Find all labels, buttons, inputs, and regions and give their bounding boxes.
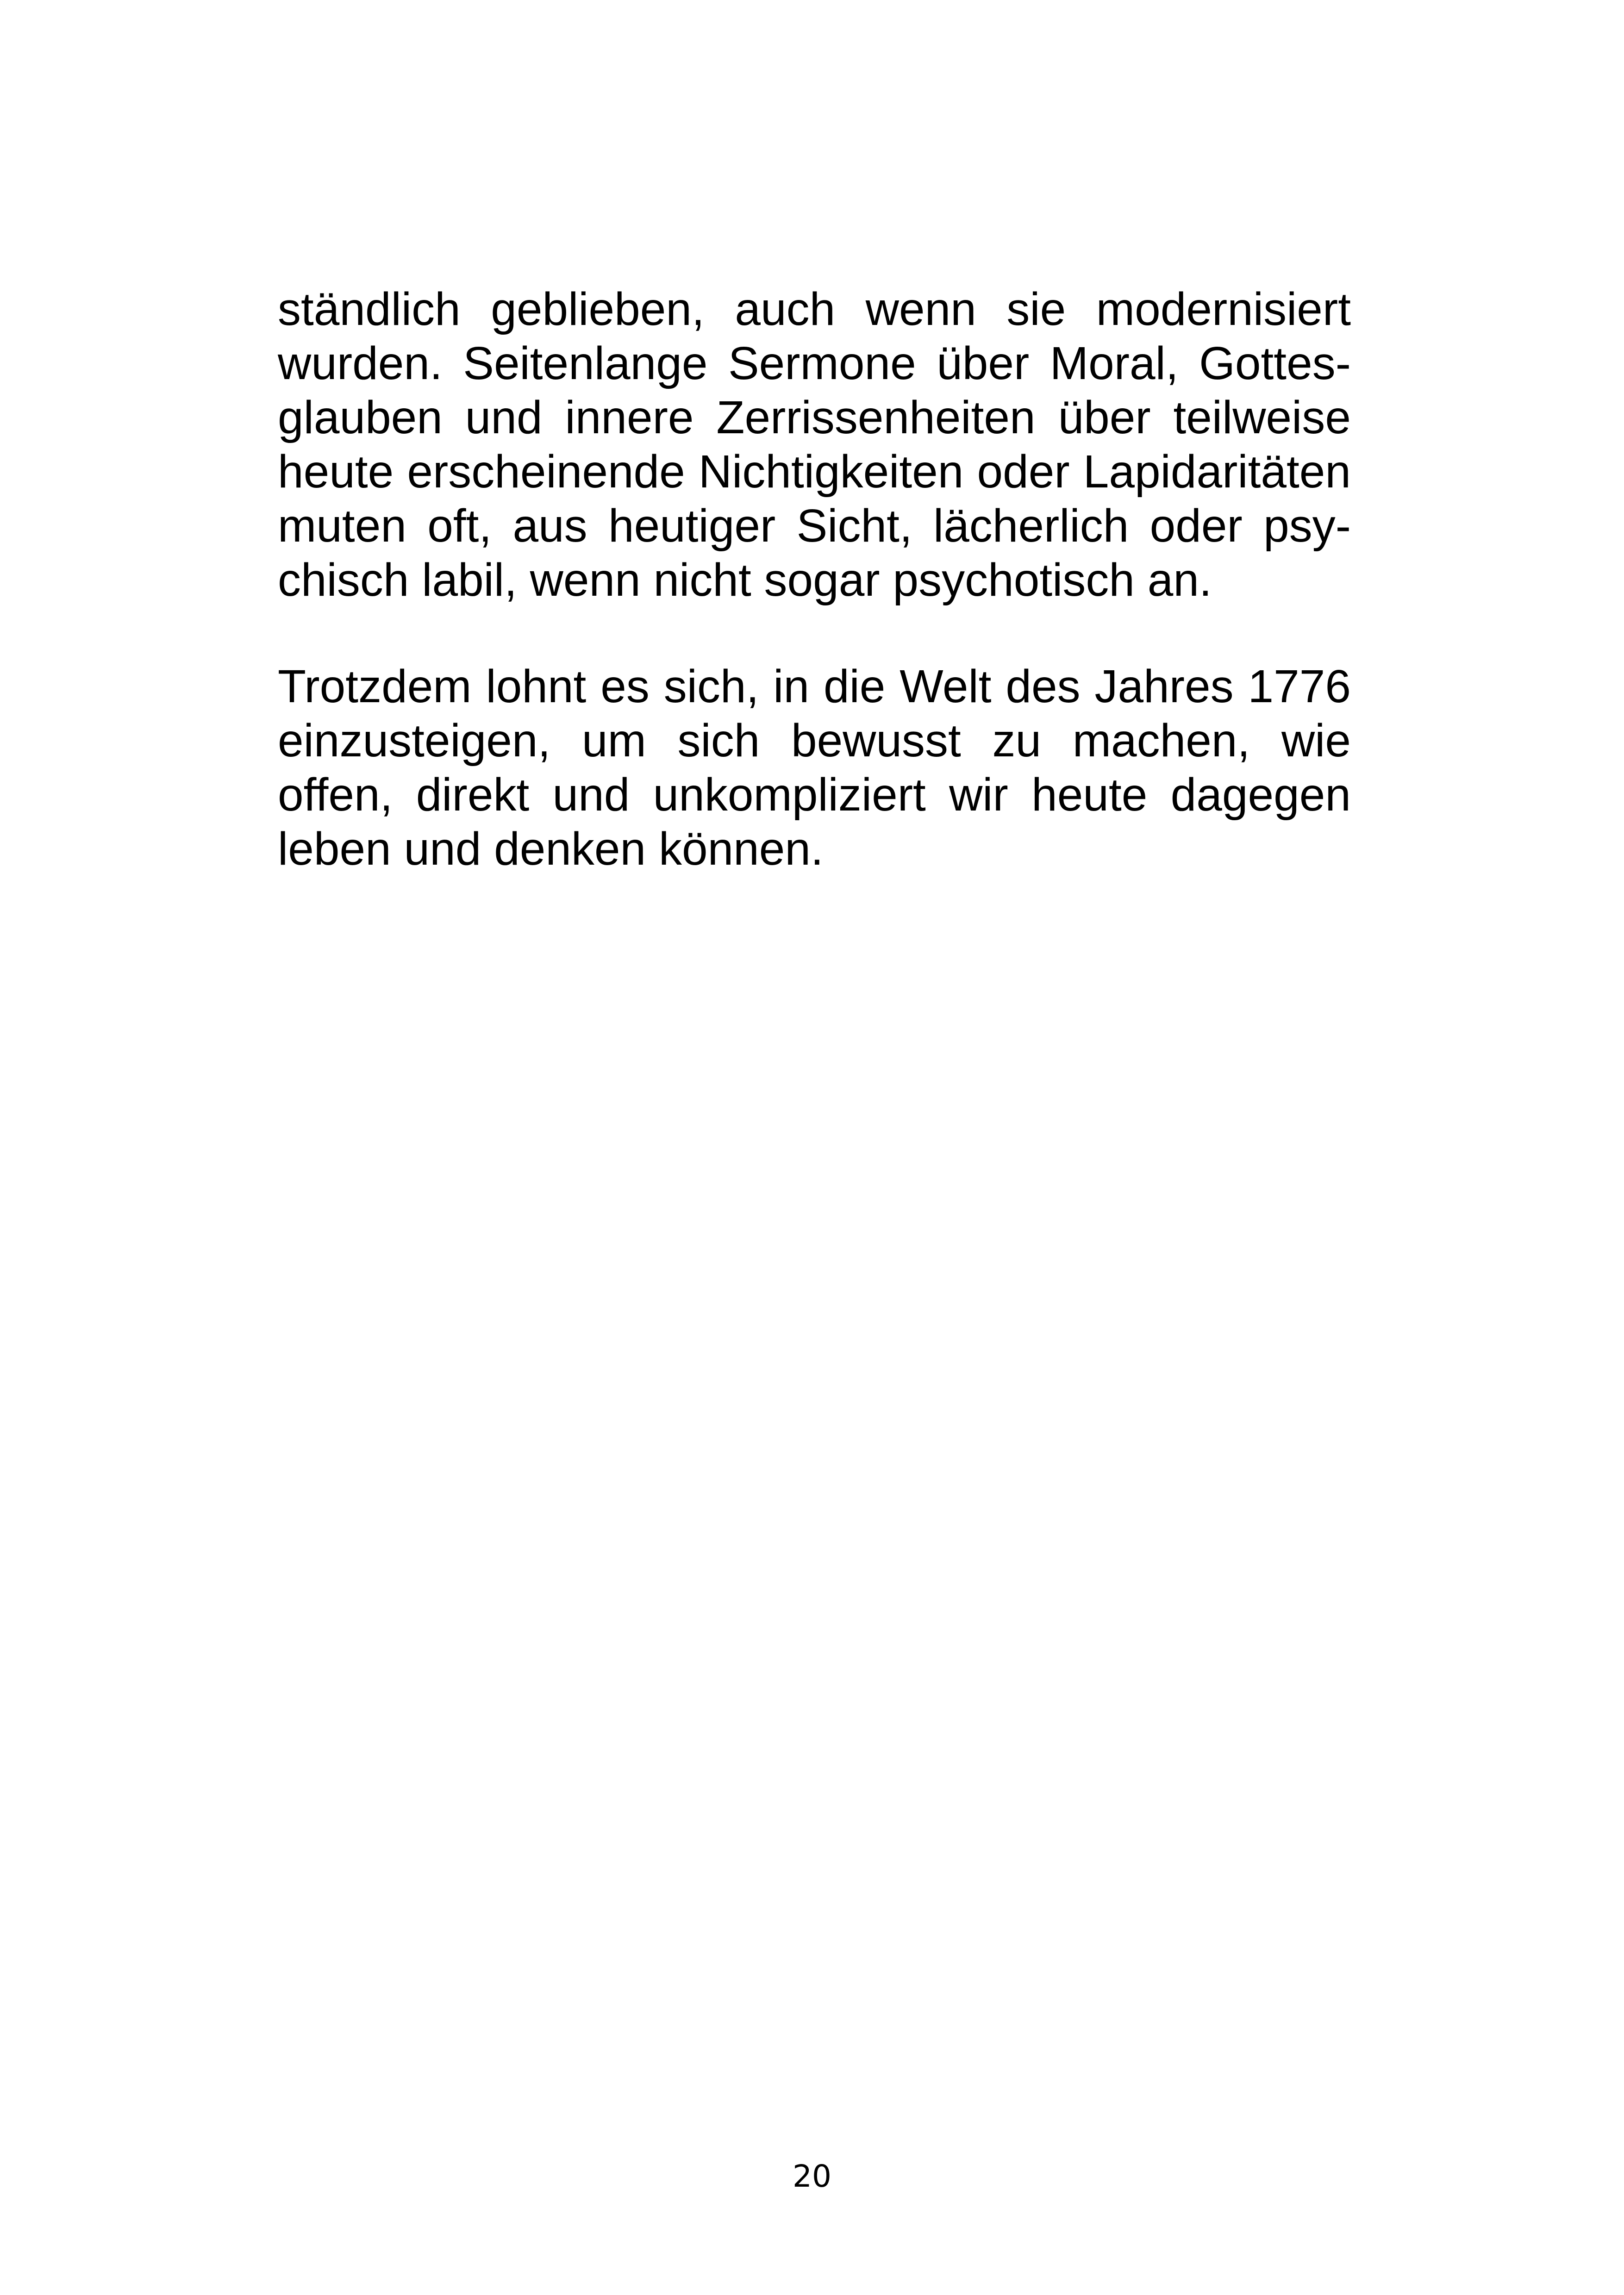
paragraph-line: wurden. Seitenlange Sermone über Moral, Gottes-: [278, 337, 1351, 389]
paragraph-line: glauben und innere Zerrissenheiten über teilweise: [278, 392, 1351, 443]
paragraph-line: leben und denken können.: [278, 823, 824, 875]
paragraph-line: offen, direkt und unkompliziert wir heute dagegen: [278, 769, 1351, 821]
page-number: 20: [793, 2158, 831, 2194]
paragraph-line: ständlich geblieben, auch wenn sie modernisiert: [278, 283, 1351, 335]
paragraph-line: heute erscheinende Nichtigkeiten oder Lapidaritäten: [278, 446, 1351, 498]
paragraph-line: chisch labil, wenn nicht sogar psychotisch an.: [278, 554, 1212, 606]
body-paragraph-1: [278, 282, 1351, 607]
paragraph-line: muten oft, aus heutiger Sicht, lächerlich oder psy-: [278, 500, 1351, 552]
paragraph-line: einzusteigen, um sich bewusst zu machen, wie: [278, 715, 1351, 767]
body-paragraph-2: [278, 660, 1351, 876]
paragraph-line: Trotzdem lohnt es sich, in die Welt des Jahres 1776: [278, 661, 1351, 712]
